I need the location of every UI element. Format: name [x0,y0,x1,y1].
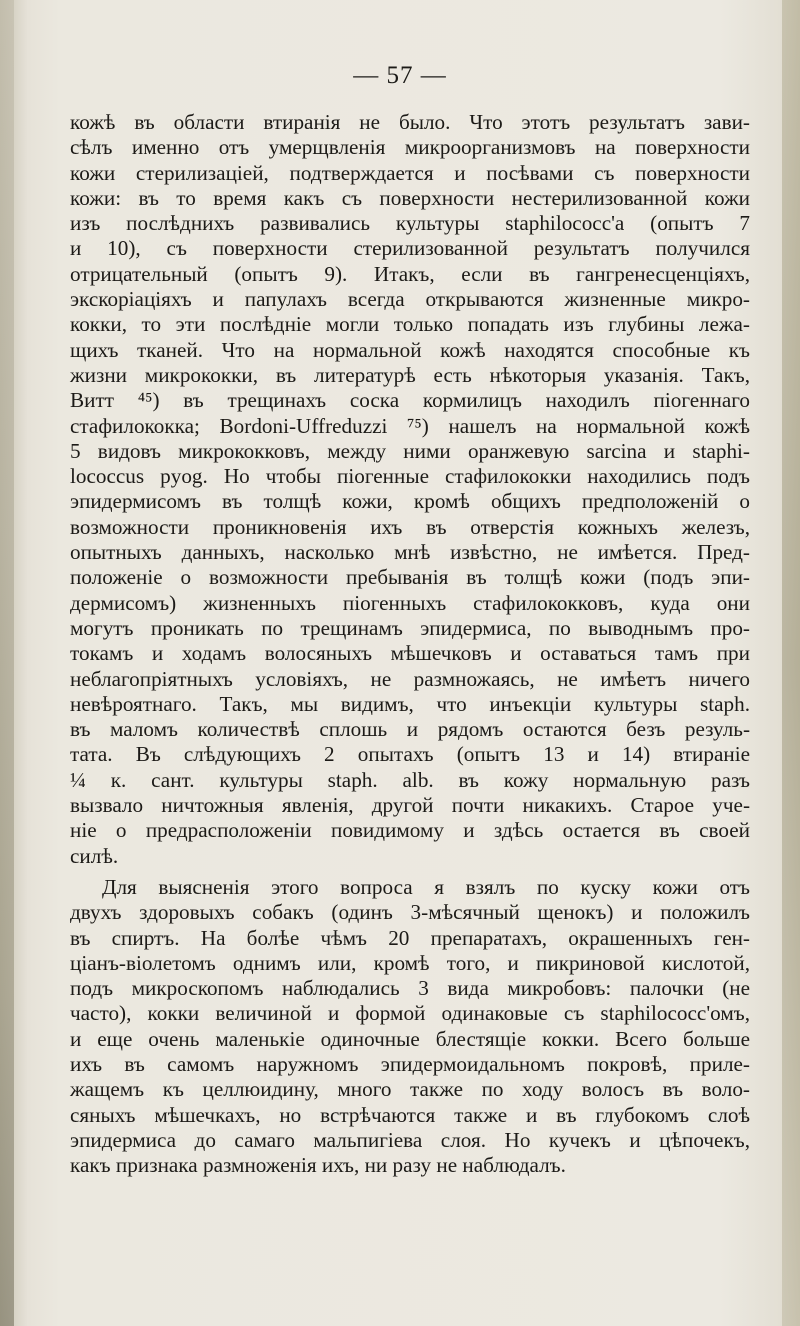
page-left-edge-shadow [0,0,14,1326]
text-line: невѣроятнаго. Такъ, мы видимъ, что инъекціи культуры staph. [70,691,750,716]
text-line: жащемъ къ целлюидину, много также по ходу волосъ въ воло- [70,1077,750,1102]
text-line: могутъ проникать по трещинамъ эпидермиса, по выводнымъ про- [70,615,750,640]
text-line: жизни микрококки, въ литературѣ есть нѣкоторыя указанія. Такъ, [70,362,750,387]
text-line: 5 видовъ микрококковъ, между ними оранжевую sarcina и staphi- [70,438,750,463]
text-line: неблагопріятныхъ условіяхъ, не размножаясь, не имѣетъ ничего [70,666,750,691]
text-line: ихъ въ самомъ наружномъ эпидермоидальномъ покровѣ, приле- [70,1051,750,1076]
body-text [70,110,750,1178]
text-line: ціанъ-віолетомъ однимъ или, кромѣ того, и пикриновой кислотой, [70,950,750,975]
text-line: опытныхъ данныхъ, насколько мнѣ извѣстно, не имѣется. Пред- [70,540,750,565]
text-line: двухъ здоровыхъ собакъ (одинъ 3-мѣсячный щенокъ) и положилъ [70,900,750,925]
text-line: какъ признака размноженія ихъ, ни разу не наблюдалъ. [70,1153,566,1178]
text-line: ніе о предрасположеніи повидимому и здѣсь остается въ своей [70,818,750,843]
paragraph-2 [70,875,750,1179]
text-line: lococcus pyog. Но чтобы піогенные стафилококки находились подъ [70,464,750,489]
page-number: — 57 — [353,62,447,89]
text-line: и еще очень маленькіе одиночные блестящіе кокки. Всего больше [70,1026,750,1051]
text-line: эпидермисомъ въ толщѣ кожи, кромѣ общихъ предположеній о [70,489,750,514]
text-line: тата. Въ слѣдующихъ 2 опытахъ (опытъ 13 и 14) втираніе [70,742,750,767]
text-line: часто), кокки величиной и формой одинаковые съ staphilococc'омъ, [70,1001,750,1026]
text-line: ¼ к. сант. культуры staph. alb. въ кожу нормальную разъ [70,767,750,792]
text-line: щихъ тканей. Что на нормальной кожѣ находятся способные къ [70,337,750,362]
text-line: подъ микроскопомъ наблюдались 3 вида микробовъ: палочки (не [70,976,750,1001]
text-line: экскоріаціяхъ и папулахъ всегда открываются жизненные микро- [70,287,750,312]
text-line: стафилококка; Bordoni-Uffreduzzi ⁷⁵) нашелъ на нормальной кожѣ [70,413,750,438]
text-line: отрицательный (опытъ 9). Итакъ, если въ гангренесценціяхъ, [70,261,750,286]
text-line: и 10), съ поверхности стерилизованной результатъ получился [70,236,750,261]
text-line: въ спиртъ. На болѣе чѣмъ 20 препаратахъ, окрашенныхъ ген- [70,925,750,950]
text-line: положеніе о возможности пребыванія въ толщѣ кожи (подъ эпи- [70,565,750,590]
paragraph-1 [70,110,750,869]
text-line: изъ послѣднихъ развивались культуры staphilococc'a (опытъ 7 [70,211,750,236]
text-line: вызвало ничтожныя явленія, другой почти никакихъ. Старое уче- [70,793,750,818]
text-line: эпидермиса до самаго мальпигіева слоя. Но кучекъ и цѣпочекъ, [70,1127,750,1152]
text-line: токамъ и ходамъ волосяныхъ мѣшечковъ и оставаться тамъ при [70,641,750,666]
text-line: кожѣ въ области втиранія не было. Что этотъ результатъ зави- [70,110,750,134]
text-line: сѣлъ именно отъ умерщвленія микроорганизмовъ на поверхности [70,135,750,160]
text-line: въ маломъ количествѣ сплошь и рядомъ остаются безъ резуль- [70,717,750,742]
text-line: кожи стерилизаціей, подтверждается и посѣвами съ поверхности [70,160,750,185]
text-line: дермисомъ) жизненныхъ піогенныхъ стафилококковъ, куда они [70,590,750,615]
text-line: кокки, то эти послѣдніе могли только попадать изъ глубины лежа- [70,312,750,337]
text-line: возможности проникновенія ихъ въ отверстія кожныхъ железъ, [70,514,750,539]
text-line: сяныхъ мѣшечкахъ, но встрѣчаются также и въ глубокомъ слоѣ [70,1102,750,1127]
text-line: кожи: въ то время какъ съ поверхности нестерилизованной кожи [70,185,750,210]
text-line: Витт ⁴⁵) въ трещинахъ соска кормилицъ находилъ піогеннаго [70,388,750,413]
text-line: Для выясненія этого вопроса я взялъ по куску кожи отъ [102,874,750,899]
text-line: силѣ. [70,843,119,868]
page-right-edge-shadow [782,0,800,1326]
